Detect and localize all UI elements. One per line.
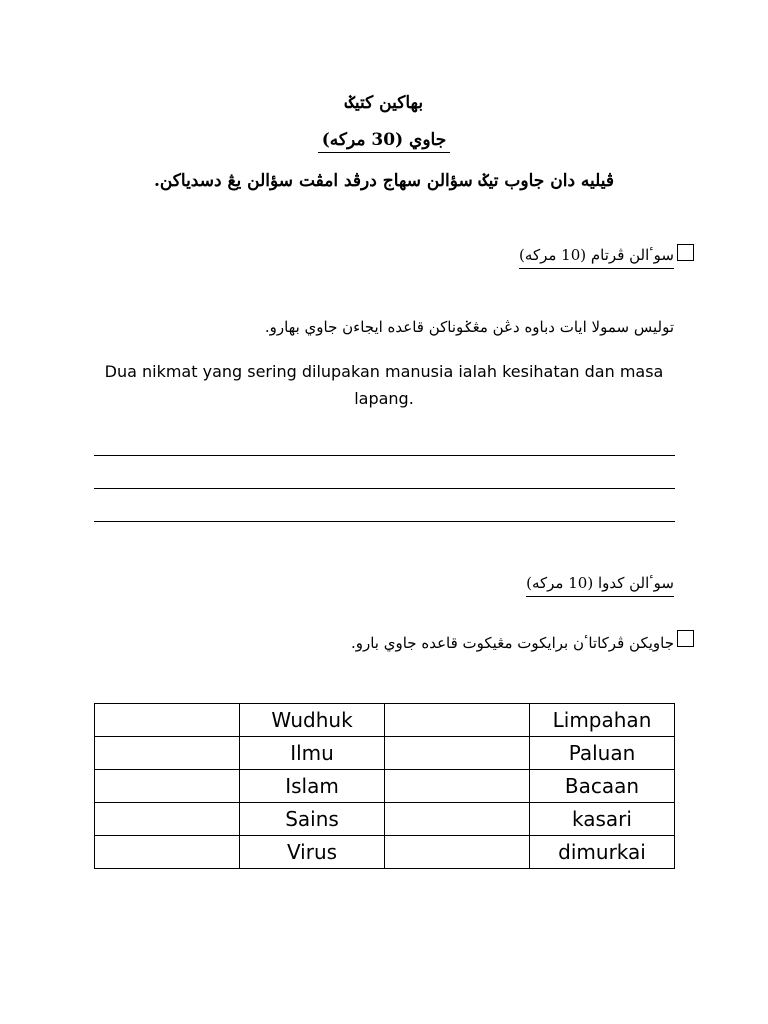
answer-cell[interactable] [385, 836, 530, 869]
answer-cell[interactable] [385, 770, 530, 803]
answer-cell[interactable] [95, 704, 240, 737]
word-cell: Islam [240, 770, 385, 803]
word-cell: Wudhuk [240, 704, 385, 737]
question-1-heading: سوٴالن ڤرتام (10 مركه) [519, 246, 674, 269]
word-cell: Paluan [530, 737, 675, 770]
word-cell: Ilmu [240, 737, 385, 770]
word-cell: Sains [240, 803, 385, 836]
table-row [95, 836, 675, 869]
word-cell: kasari [530, 803, 675, 836]
section-subtitle: جاوي (30 مركه) [318, 130, 451, 153]
section-title: بهاكين كتيݢ [344, 93, 424, 113]
word-table [94, 703, 675, 869]
subtitle-container [0, 130, 768, 153]
answer-cell[interactable] [385, 737, 530, 770]
answer-line[interactable] [94, 521, 675, 522]
question-1-sentence: Dua nikmat yang sering dilupakan manusia ialah kesihatan dan masa lapang. [104, 362, 664, 408]
table-row [95, 704, 675, 737]
answer-cell[interactable] [95, 803, 240, 836]
answer-cell[interactable] [95, 737, 240, 770]
section-instruction: ڤيليه دان جاوب تيݢ سؤالن سهاج درڤد امڤت سؤالن يڠ دسدياكن. [153, 171, 615, 191]
table-row [95, 803, 675, 836]
word-cell: dimurkai [530, 836, 675, 869]
answer-cell[interactable] [385, 803, 530, 836]
question-2-instruction: جاويكن ڤركاتاٴن برايكوت مڠيكوت قاعده جاوي بارو. [350, 634, 674, 652]
word-cell: Limpahan [530, 704, 675, 737]
question-1-checkbox[interactable] [677, 244, 694, 261]
answer-line[interactable] [94, 488, 675, 489]
answer-cell[interactable] [385, 704, 530, 737]
table-row [95, 770, 675, 803]
word-cell: Virus [240, 836, 385, 869]
answer-cell[interactable] [95, 770, 240, 803]
question-2-checkbox[interactable] [677, 630, 694, 647]
answer-cell[interactable] [95, 836, 240, 869]
answer-line[interactable] [94, 455, 675, 456]
word-cell: Bacaan [530, 770, 675, 803]
question-1-instruction: توليس سمولا ايات دباوه دڠن مڠݢوناكن قاعده ايجاءن جاوي بهارو. [264, 318, 674, 336]
table-row [95, 737, 675, 770]
question-2-heading: سوٴالن كدوا (10 مركه) [526, 574, 674, 597]
